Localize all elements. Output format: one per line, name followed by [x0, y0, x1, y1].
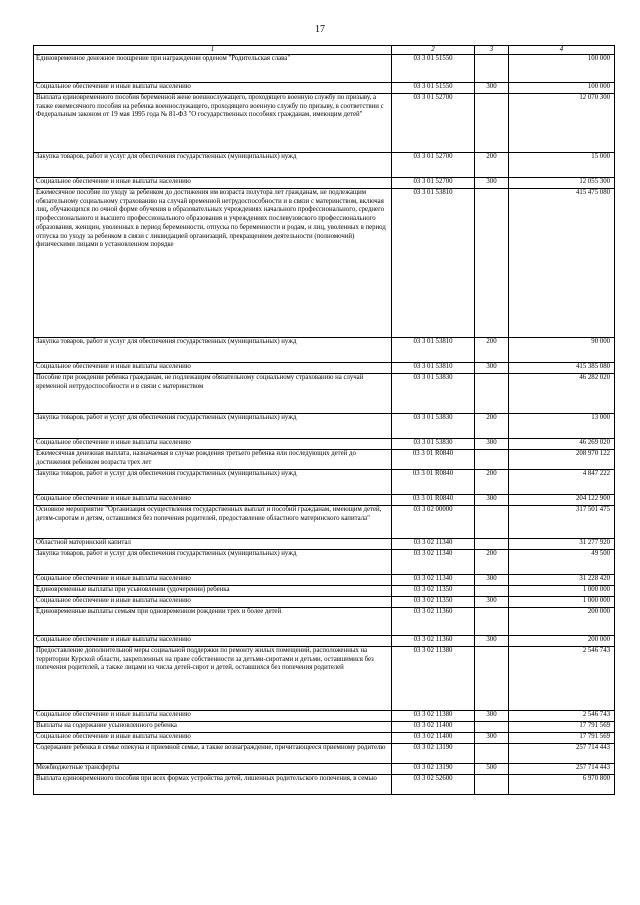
row-kind-cell: 300 — [475, 597, 509, 608]
row-kind-cell: 300 — [475, 575, 509, 586]
table-row — [34, 450, 615, 470]
table-row — [34, 374, 615, 414]
row-code-cell: 03 3 02 11380 — [392, 647, 475, 711]
header-col-1: 1 — [34, 46, 392, 55]
row-sum-cell: 2 546 743 — [509, 647, 615, 711]
row-sum-cell: 13 000 — [509, 414, 615, 439]
row-sum-cell: 208 970 122 — [509, 450, 615, 470]
row-code-cell: 03 3 01 53810 — [392, 189, 475, 338]
row-sum-cell: 200 000 — [509, 608, 615, 636]
row-code-cell: 03 3 02 11340 — [392, 550, 475, 575]
row-code-cell: 03 3 02 11380 — [392, 711, 475, 722]
row-name-cell: Социальное обеспечение и иные выплаты населению — [34, 439, 392, 450]
page-number: 17 — [315, 24, 325, 35]
row-name-cell: Выплаты на содержание усыновленного ребенка — [34, 722, 392, 733]
row-code-cell: 03 3 01 51550 — [392, 83, 475, 94]
row-kind-cell: 200 — [475, 550, 509, 575]
row-name-cell: Областной материнский капитал — [34, 539, 392, 550]
table-row — [34, 495, 615, 506]
row-code-cell: 03 3 02 11340 — [392, 539, 475, 550]
row-sum-cell: 15 000 — [509, 153, 615, 178]
row-kind-cell: 200 — [475, 414, 509, 439]
row-sum-cell: 415 475 080 — [509, 189, 615, 338]
row-kind-cell: 200 — [475, 338, 509, 363]
row-sum-cell: 1 000 000 — [509, 597, 615, 608]
row-name-cell: Выплата единовременного пособия при всех формах устройства детей, лишенных родительского попечения, в семью — [34, 775, 392, 795]
row-kind-cell — [475, 506, 509, 539]
row-name-cell: Пособие при рождении ребенка гражданам, не подлежащим обязательному социальному страхованию на случай временной нетрудоспособности и в связи с материнством — [34, 374, 392, 414]
row-code-cell: 03 3 02 11350 — [392, 586, 475, 597]
row-code-cell: 03 3 01 53810 — [392, 363, 475, 374]
header-col-3: 3 — [475, 46, 509, 55]
table-row — [34, 470, 615, 495]
table-row — [34, 550, 615, 575]
table-row — [34, 83, 615, 94]
table-row — [34, 575, 615, 586]
row-name-cell: Социальное обеспечение и иные выплаты населению — [34, 575, 392, 586]
row-name-cell: Содержание ребенка в семье опекуна и приемной семье, а также вознаграждение, причитающееся приемному родителю — [34, 744, 392, 764]
table-row — [34, 55, 615, 83]
row-kind-cell: 300 — [475, 178, 509, 189]
row-code-cell: 03 3 02 00000 — [392, 506, 475, 539]
row-code-cell: 03 3 01 52700 — [392, 153, 475, 178]
row-name-cell: Социальное обеспечение и иные выплаты населению — [34, 636, 392, 647]
row-kind-cell — [475, 775, 509, 795]
row-code-cell: 03 3 02 11360 — [392, 608, 475, 636]
row-kind-cell — [475, 374, 509, 414]
row-name-cell: Выплата единовременного пособия беременной жене военнослужащего, проходящего военную службу по призыву, а также ежемесячного пособия на ребенка военнослужащего, проходящего военную службу по призыву, в соответствии с Федеральным законом от 19 мая 1995 года № 81-ФЗ "О государственных пособиях гражданам, имеющим детей" — [34, 94, 392, 153]
row-kind-cell: 500 — [475, 764, 509, 775]
row-kind-cell — [475, 94, 509, 153]
row-name-cell: Межбюджетные трансферты — [34, 764, 392, 775]
row-kind-cell: 200 — [475, 153, 509, 178]
row-kind-cell: 300 — [475, 711, 509, 722]
row-sum-cell: 200 000 — [509, 636, 615, 647]
row-code-cell: 03 3 01 R0840 — [392, 450, 475, 470]
table-header-row — [34, 46, 615, 55]
table-row — [34, 597, 615, 608]
row-kind-cell: 300 — [475, 733, 509, 744]
table-row — [34, 733, 615, 744]
row-code-cell: 03 3 01 R0840 — [392, 470, 475, 495]
row-code-cell: 03 3 01 R0840 — [392, 495, 475, 506]
table-row — [34, 414, 615, 439]
row-kind-cell — [475, 744, 509, 764]
table-row — [34, 189, 615, 338]
row-sum-cell: 12 070 300 — [509, 94, 615, 153]
row-kind-cell: 300 — [475, 363, 509, 374]
row-code-cell: 03 3 01 53810 — [392, 338, 475, 363]
row-sum-cell: 17 791 569 — [509, 733, 615, 744]
table-body — [34, 55, 615, 795]
table-row — [34, 363, 615, 374]
row-kind-cell — [475, 586, 509, 597]
row-code-cell: 03 3 02 13190 — [392, 764, 475, 775]
row-sum-cell: 31 228 420 — [509, 575, 615, 586]
row-kind-cell — [475, 55, 509, 83]
row-name-cell: Основное мероприятие "Организация осуществления государственных выплат и пособий гражданам, имеющим детей, детям-сиротам и детям, оставшимся без попечения родителей, предоставление областного материнского капитала" — [34, 506, 392, 539]
table-row — [34, 338, 615, 363]
budget-table — [33, 45, 615, 795]
row-sum-cell: 90 000 — [509, 338, 615, 363]
row-code-cell: 03 3 02 11350 — [392, 597, 475, 608]
row-name-cell: Закупка товаров, работ и услуг для обеспечения государственных (муниципальных) нужд — [34, 153, 392, 178]
row-name-cell: Ежемесячная денежная выплата, назначаемая в случае рождения третьего ребенка или последующих детей до достижения ребенком возраста трех лет — [34, 450, 392, 470]
row-kind-cell — [475, 608, 509, 636]
table-row — [34, 608, 615, 636]
table-row — [34, 775, 615, 795]
row-sum-cell: 4 847 222 — [509, 470, 615, 495]
row-sum-cell: 2 546 743 — [509, 711, 615, 722]
row-sum-cell: 6 970 800 — [509, 775, 615, 795]
row-kind-cell — [475, 450, 509, 470]
row-name-cell: Социальное обеспечение и иные выплаты населению — [34, 83, 392, 94]
table-row — [34, 506, 615, 539]
header-col-2: 2 — [392, 46, 475, 55]
row-sum-cell: 1 000 000 — [509, 586, 615, 597]
row-name-cell: Предоставление дополнительной меры социальной поддержки по ремонту жилых помещений, расположенных на территории Курской области, закрепленных на праве собственности за детьми-сиротами и детьми, оставшимися без попечения родителей, а также лицами из числа детей-сирот и детей, оставшихся без попечения родителей — [34, 647, 392, 711]
row-sum-cell: 49 500 — [509, 550, 615, 575]
table-row — [34, 711, 615, 722]
row-code-cell: 03 3 02 11400 — [392, 733, 475, 744]
row-kind-cell — [475, 647, 509, 711]
row-code-cell: 03 3 01 52700 — [392, 178, 475, 189]
row-name-cell: Социальное обеспечение и иные выплаты населению — [34, 495, 392, 506]
row-kind-cell: 300 — [475, 495, 509, 506]
row-sum-cell: 46 282 020 — [509, 374, 615, 414]
row-code-cell: 03 3 02 11360 — [392, 636, 475, 647]
row-name-cell: Ежемесячное пособие по уходу за ребенком до достижения им возраста полутора лет гражданам, не подлежащим обязательному социальному страхованию на случай временной нетрудоспособности и в связи с материнством, включая лиц, обучающихся по очной форме обучения в образовательных учреждениях начального профессионального, среднего профессионального и высшего профессионального образования и учреждениях послевузовского профессионального образования, женщин, уволенных в период беременности, отпуска по беременности и родам, и лиц, уволенных в период отпуска по уходу за ребенком в связи с ликвидацией организаций, прекращением деятельности (полномочий) физическими лицами в установленном порядке — [34, 189, 392, 338]
row-code-cell: 03 3 01 51550 — [392, 55, 475, 83]
row-kind-cell: 300 — [475, 636, 509, 647]
table-row — [34, 764, 615, 775]
row-name-cell: Закупка товаров, работ и услуг для обеспечения государственных (муниципальных) нужд — [34, 414, 392, 439]
table-row — [34, 636, 615, 647]
row-name-cell: Социальное обеспечение и иные выплаты населению — [34, 178, 392, 189]
table-row — [34, 439, 615, 450]
header-col-4: 4 — [509, 46, 615, 55]
table-row — [34, 153, 615, 178]
row-sum-cell: 257 714 443 — [509, 744, 615, 764]
row-code-cell: 03 3 01 53830 — [392, 374, 475, 414]
row-name-cell: Закупка товаров, работ и услуг для обеспечения государственных (муниципальных) нужд — [34, 338, 392, 363]
table-row — [34, 586, 615, 597]
table-row — [34, 722, 615, 733]
row-name-cell: Социальное обеспечение и иные выплаты населению — [34, 363, 392, 374]
row-name-cell: Единовременные выплаты при усыновлении (удочерении) ребенка — [34, 586, 392, 597]
table-row — [34, 94, 615, 153]
row-kind-cell — [475, 189, 509, 338]
row-name-cell: Закупка товаров, работ и услуг для обеспечения государственных (муниципальных) нужд — [34, 470, 392, 495]
row-code-cell: 03 3 02 11340 — [392, 575, 475, 586]
row-sum-cell: 257 714 443 — [509, 764, 615, 775]
row-sum-cell: 31 277 920 — [509, 539, 615, 550]
row-code-cell: 03 3 01 53830 — [392, 439, 475, 450]
row-sum-cell: 317 501 475 — [509, 506, 615, 539]
row-name-cell: Закупка товаров, работ и услуг для обеспечения государственных (муниципальных) нужд — [34, 550, 392, 575]
row-name-cell: Социальное обеспечение и иные выплаты населению — [34, 597, 392, 608]
table-row — [34, 178, 615, 189]
row-code-cell: 03 3 01 53830 — [392, 414, 475, 439]
row-kind-cell: 300 — [475, 439, 509, 450]
row-sum-cell: 204 122 900 — [509, 495, 615, 506]
row-kind-cell: 300 — [475, 83, 509, 94]
row-code-cell: 03 3 02 52600 — [392, 775, 475, 795]
row-name-cell: Социальное обеспечение и иные выплаты населению — [34, 733, 392, 744]
row-name-cell: Единовременные выплаты семьям при одновременном рождении трех и более детей — [34, 608, 392, 636]
row-sum-cell: 100 000 — [509, 83, 615, 94]
row-code-cell: 03 3 01 52700 — [392, 94, 475, 153]
row-kind-cell — [475, 539, 509, 550]
row-sum-cell: 100 000 — [509, 55, 615, 83]
row-sum-cell: 17 791 569 — [509, 722, 615, 733]
row-code-cell: 03 3 02 13190 — [392, 744, 475, 764]
table-row — [34, 647, 615, 711]
row-kind-cell — [475, 722, 509, 733]
row-sum-cell: 415 385 080 — [509, 363, 615, 374]
table-row — [34, 744, 615, 764]
row-kind-cell: 200 — [475, 470, 509, 495]
row-sum-cell: 12 055 300 — [509, 178, 615, 189]
row-name-cell: Единовременное денежное поощрение при награждении орденом "Родительская слава" — [34, 55, 392, 83]
table-row — [34, 539, 615, 550]
row-code-cell: 03 3 02 11400 — [392, 722, 475, 733]
row-name-cell: Социальное обеспечение и иные выплаты населению — [34, 711, 392, 722]
row-sum-cell: 46 269 020 — [509, 439, 615, 450]
